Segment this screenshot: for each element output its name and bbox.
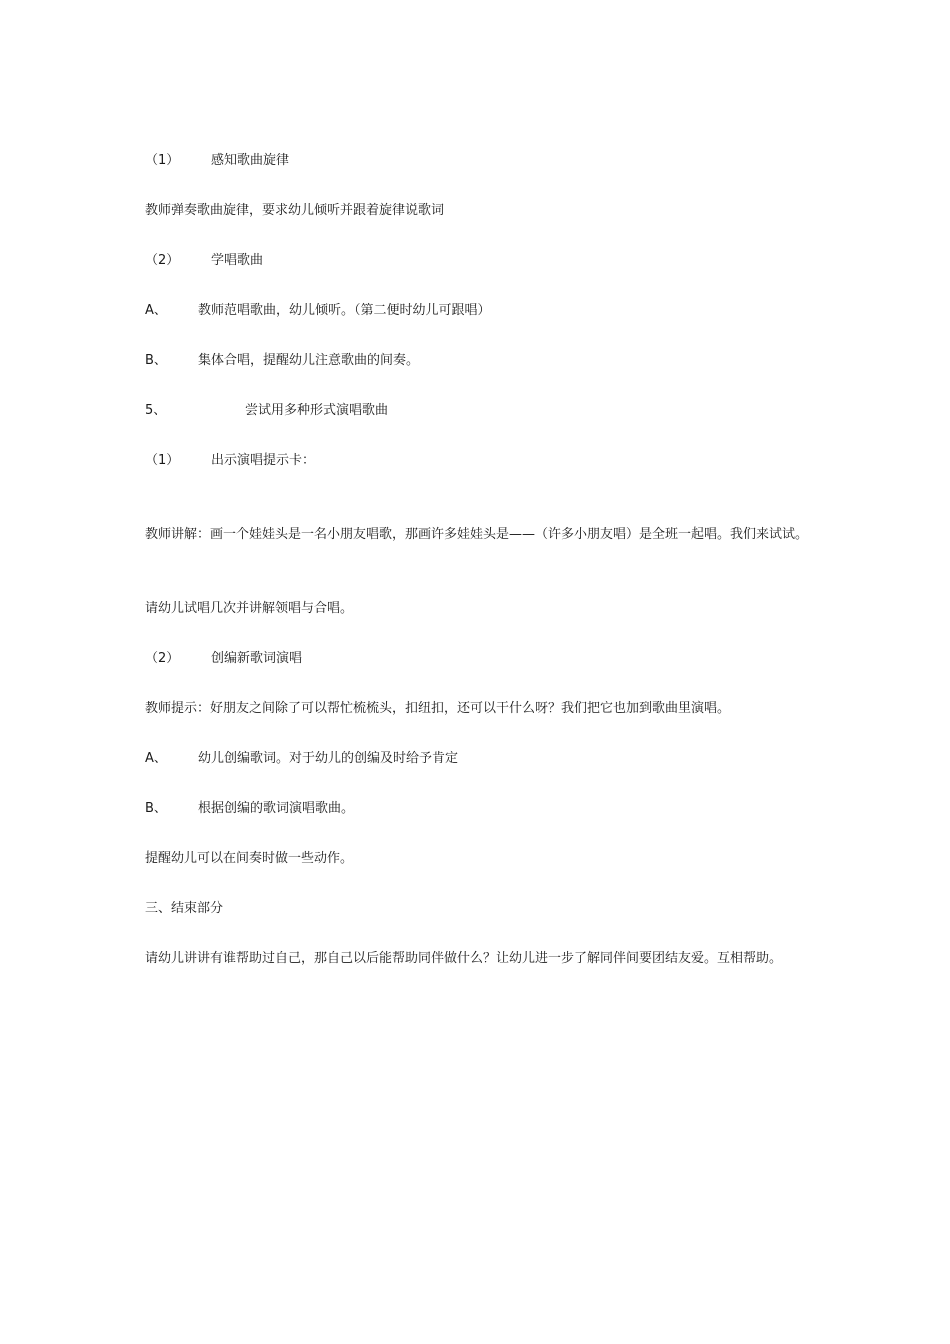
list-marker: B、 (145, 801, 167, 816)
subsection-create-lyrics (145, 648, 815, 670)
list-marker: （2） (145, 651, 180, 666)
list-item-text: 教师范唱歌曲，幼儿倾听。（第二便时幼儿可跟唱） (198, 303, 491, 318)
section-title: 尝试用多种形式演唱歌曲 (245, 403, 389, 418)
paragraph: 提醒幼儿可以在间奏时做一些动作。 (145, 851, 354, 866)
subsection-perceive-melody (145, 150, 815, 172)
paragraph: 请幼儿讲讲有谁帮助过自己，那自己以后能帮助同伴做什么？让幼儿进一步了解同伴间要团结友爱。互相帮助。 (145, 951, 783, 966)
list-marker: A、 (145, 751, 167, 766)
list-marker: A、 (145, 303, 167, 318)
paragraph: 请幼儿试唱几次并讲解领唱与合唱。 (145, 601, 354, 616)
list-item-text: 集体合唱，提醒幼儿注意歌曲的间奏。 (198, 353, 420, 368)
list-marker: （1） (145, 153, 180, 168)
list-item-text: 根据创编的歌词演唱歌曲。 (198, 801, 355, 816)
subsection-title: 出示演唱提示卡： (211, 453, 316, 468)
subsection-learn-song (145, 250, 815, 272)
list-item (145, 350, 815, 372)
list-marker: （2） (145, 253, 180, 268)
list-item (145, 798, 815, 820)
section-heading (145, 400, 815, 422)
paragraph: 教师提示：好朋友之间除了可以帮忙梳梳头，扣纽扣，还可以干什么呀？我们把它也加到歌曲里演唱。 (145, 701, 731, 716)
list-marker: （1） (145, 453, 180, 468)
subsection-show-cards (145, 450, 815, 472)
list-item (145, 300, 815, 322)
section-heading: 三、结束部分 (145, 901, 224, 916)
list-marker: B、 (145, 353, 167, 368)
list-item (145, 748, 815, 770)
paragraph: 教师讲解：画一个娃娃头是一名小朋友唱歌，那画许多娃娃头是——（许多小朋友唱）是全班一起唱。我们来试试。 (145, 527, 809, 542)
paragraph: 教师弹奏歌曲旋律，要求幼儿倾听并跟着旋律说歌词 (145, 203, 445, 218)
subsection-title: 学唱歌曲 (211, 253, 264, 268)
subsection-title: 创编新歌词演唱 (211, 651, 303, 666)
list-item-text: 幼儿创编歌词。对于幼儿的创编及时给予肯定 (198, 751, 459, 766)
list-marker: 5、 (145, 403, 167, 418)
subsection-title: 感知歌曲旋律 (211, 153, 290, 168)
